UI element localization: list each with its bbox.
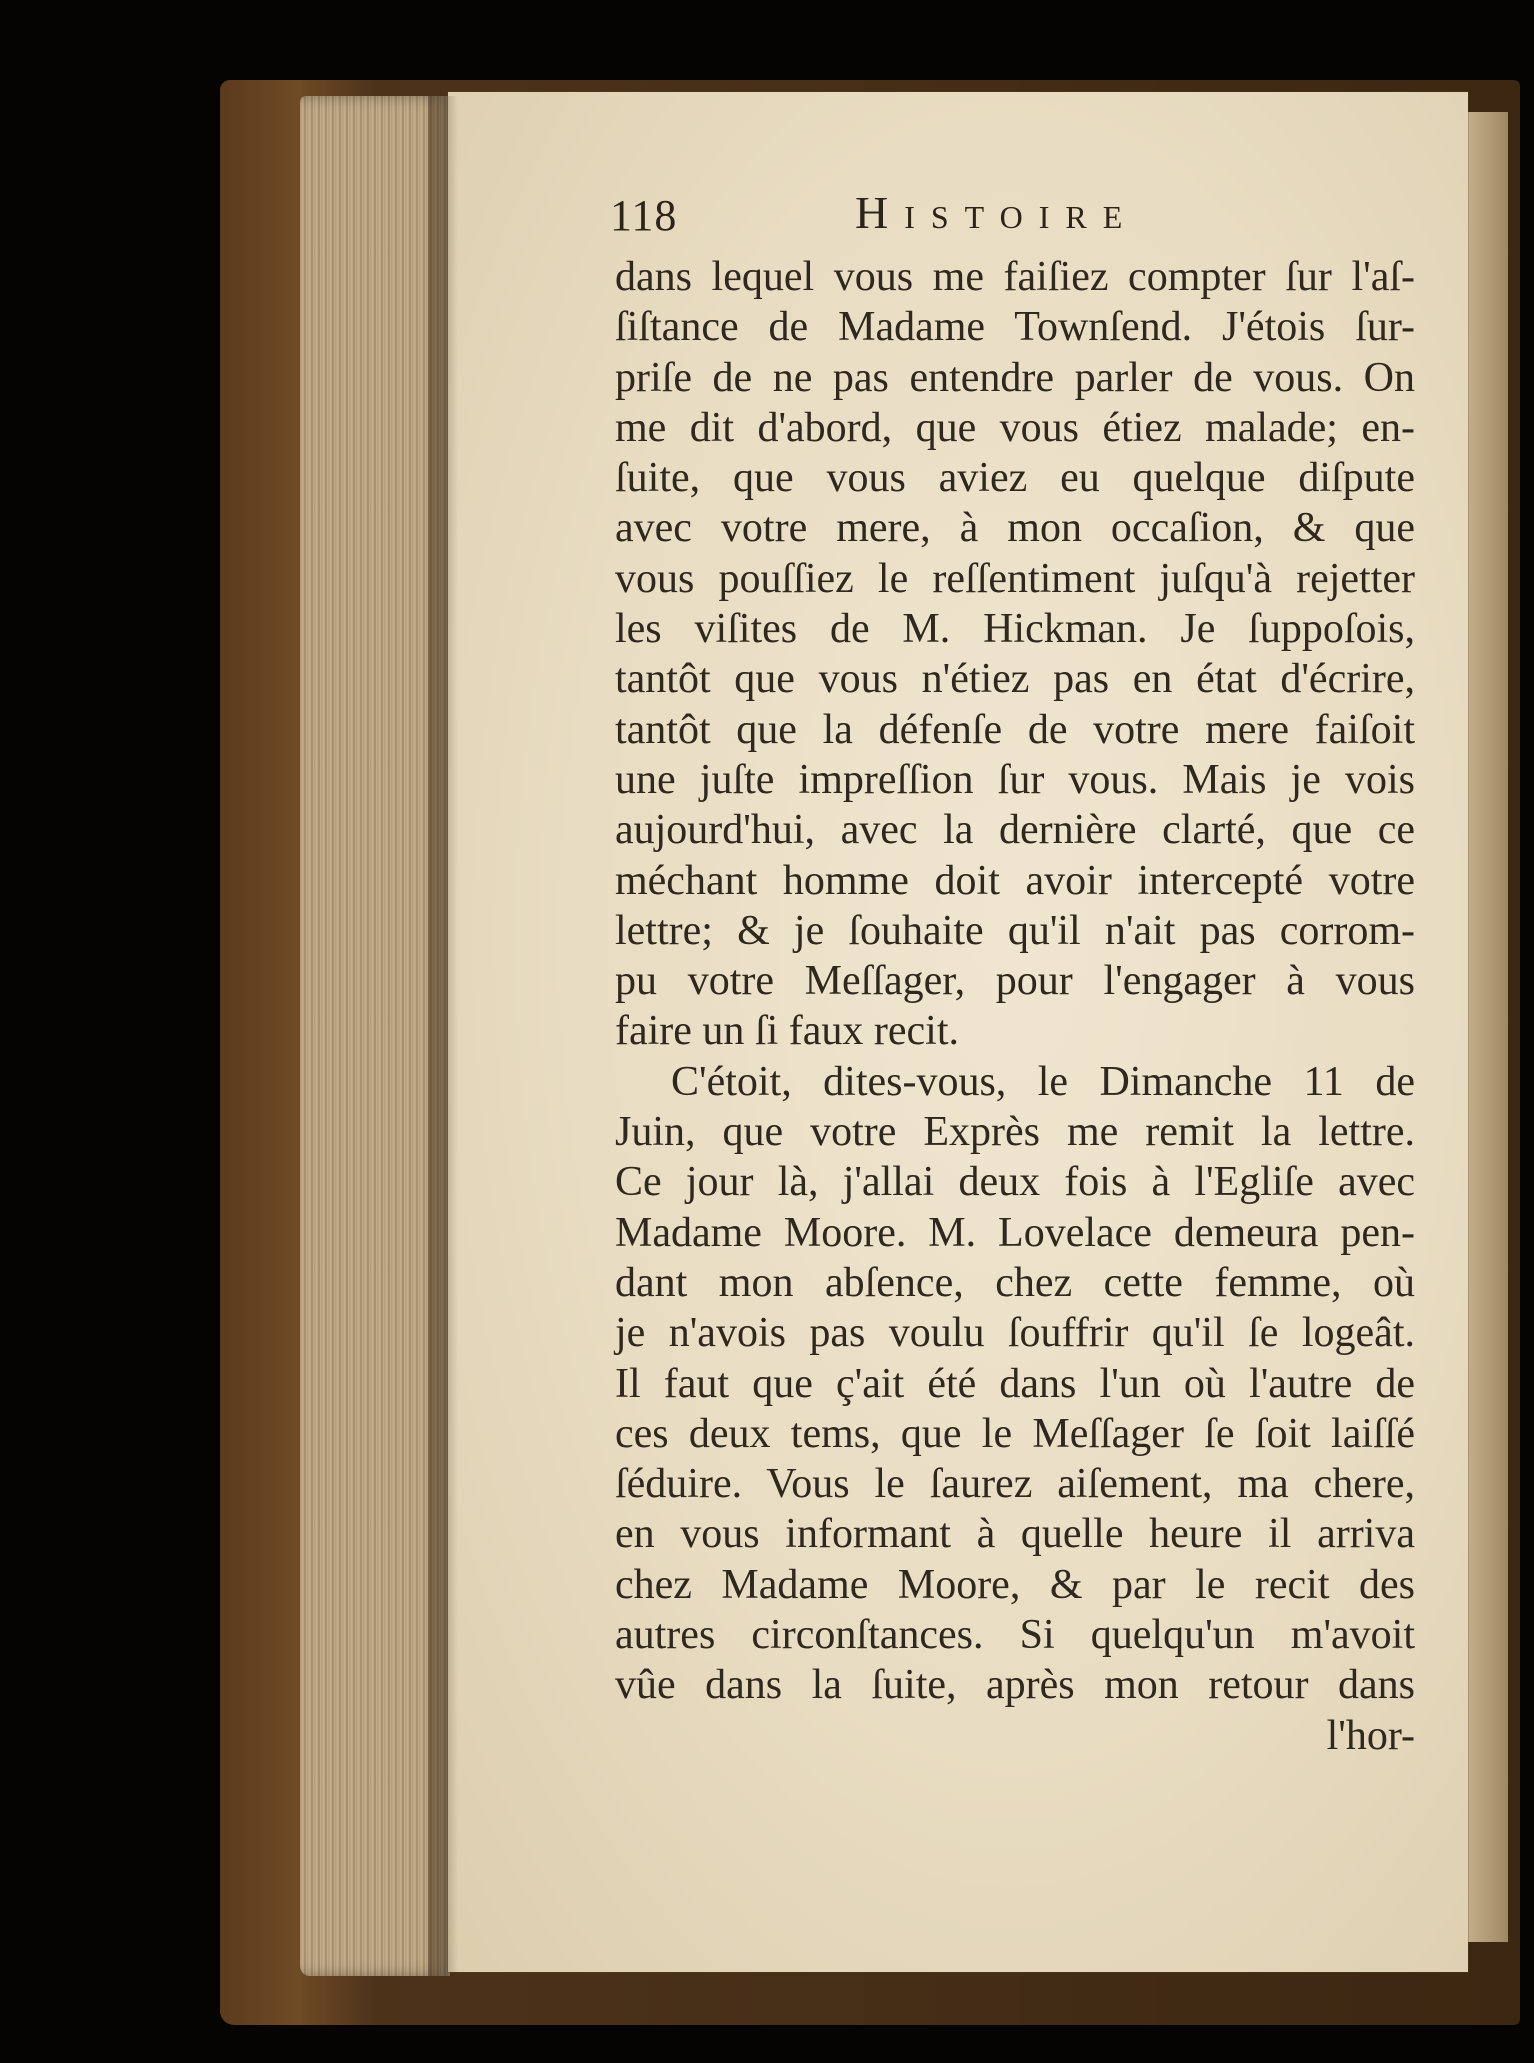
- text-line: lettre; & je ſouhaite qu'il n'ait pas corrom-: [615, 907, 1415, 954]
- text-line: me dit d'abord, que vous étiez malade; en-: [615, 404, 1415, 451]
- text-line: ſiſtance de Madame Townſend. J'étois ſur-: [615, 304, 1415, 351]
- text-line: en vous informant à quelle heure il arriva: [615, 1511, 1415, 1558]
- text-line: méchant homme doit avoir intercepté votre: [615, 857, 1415, 904]
- text-line: autres circonſtances. Si quelqu'un m'avoit: [615, 1612, 1415, 1659]
- text-line: chez Madame Moore, & par le recit des: [615, 1561, 1415, 1608]
- text-line: faire un ſi faux recit.: [615, 1008, 959, 1055]
- text-line: ſuite, que vous aviez eu quelque diſpute: [615, 455, 1415, 502]
- facing-page-edge: [1468, 112, 1508, 1942]
- text-line: tantôt que la défenſe de votre mere faiſoit: [615, 706, 1415, 753]
- text-line: ces deux tems, que le Meſſager ſe ſoit laiſſé: [615, 1410, 1415, 1457]
- text-line: Ce jour là, j'allai deux fois à l'Egliſe avec: [615, 1159, 1415, 1206]
- text-line: tantôt que vous n'étiez pas en état d'écrire,: [615, 656, 1415, 703]
- text-line: Madame Moore. M. Lovelace demeura pen-: [615, 1209, 1415, 1256]
- text-line: avec votre mere, à mon occaſion, & que: [615, 505, 1415, 552]
- text-line: priſe de ne pas entendre parler de vous. On: [615, 354, 1415, 401]
- catchword: l'hor-: [1326, 1712, 1415, 1759]
- page-number: 118: [610, 191, 678, 240]
- text-line: dant mon abſence, chez cette femme, où: [615, 1259, 1415, 1306]
- text-line: pu votre Meſſager, pour l'engager à vous: [615, 958, 1415, 1005]
- running-head: Histoire: [855, 187, 1139, 238]
- text-line: ſéduire. Vous le ſaurez aiſement, ma chere,: [615, 1461, 1415, 1508]
- paragraph-first-line: C'étoit, dites-vous, le Dimanche 11 de: [671, 1058, 1415, 1105]
- text-line: vûe dans la ſuite, après mon retour dans: [615, 1662, 1415, 1709]
- page-header: [610, 187, 1210, 246]
- text-line: une juſte impreſſion ſur vous. Mais je vois: [615, 756, 1415, 803]
- text-line: Il faut que ç'ait été dans l'un où l'autre de: [615, 1360, 1415, 1407]
- text-line: vous pouſſiez le reſſentiment juſqu'à rejetter: [615, 555, 1415, 602]
- text-line: aujourd'hui, avec la dernière clarté, que ce: [615, 807, 1415, 854]
- text-line: je n'avois pas voulu ſouffrir qu'il ſe logeât.: [615, 1310, 1415, 1357]
- text-line: Juin, que votre Exprès me remit la lettre.: [615, 1109, 1415, 1156]
- gutter-shadow: [428, 96, 458, 1976]
- text-line: les viſites de M. Hickman. Je ſuppoſois,: [615, 606, 1415, 653]
- body-text: [615, 252, 1415, 1761]
- text-line: dans lequel vous me faiſiez compter ſur l'aſ-: [615, 254, 1415, 300]
